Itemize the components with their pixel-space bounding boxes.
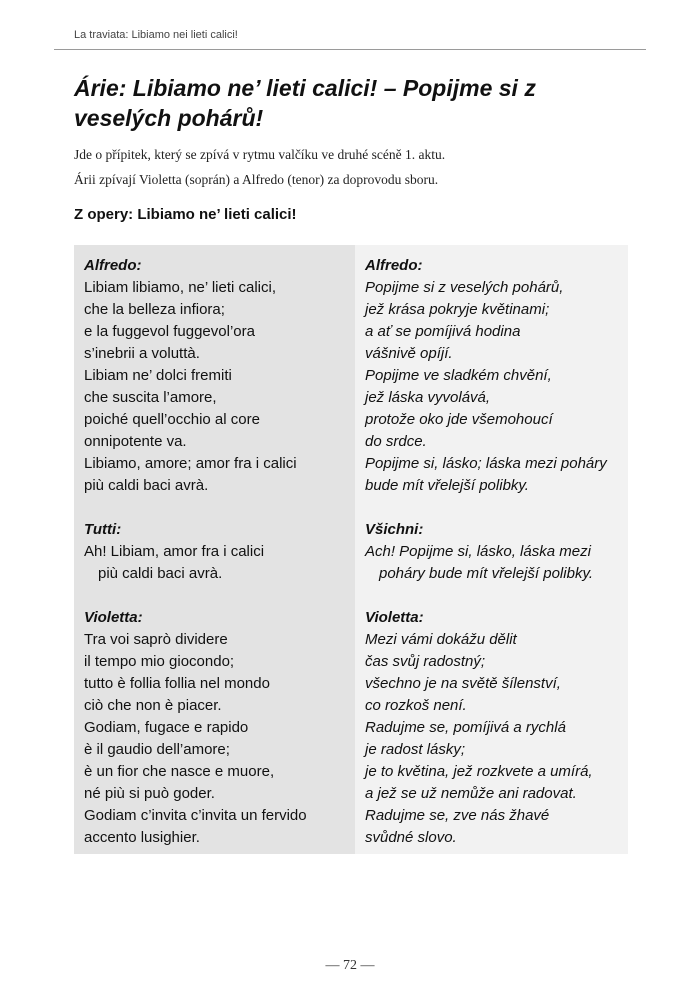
intro-text bbox=[74, 142, 634, 192]
verse-line: čas svůj radostný; bbox=[365, 653, 486, 670]
italian-stanza bbox=[84, 255, 345, 497]
verse-line: s’inebrii a voluttà. bbox=[84, 345, 200, 362]
intro-line: Árii zpívají Violetta (soprán) a Alfredo (tenor) za doprovodu sboru. bbox=[74, 172, 439, 187]
running-header: La traviata: Libiamo nei lieti calici! bbox=[74, 29, 238, 41]
speaker-label: Violetta: bbox=[365, 609, 424, 626]
verse-line: jež láska vyvolává, bbox=[365, 389, 491, 406]
verse-line: accento lusighier. bbox=[84, 829, 200, 846]
verse-line: Popijme ve sladkém chvění, bbox=[365, 367, 552, 384]
verse-line: che suscita l’amore, bbox=[84, 389, 217, 406]
verse-line: bude mít vřelejší polibky. bbox=[365, 477, 529, 494]
verse-line: Tra voi saprò dividere bbox=[84, 631, 228, 648]
speaker-label: Alfredo: bbox=[365, 257, 423, 274]
verse-table bbox=[74, 245, 628, 854]
verse-line: je to květina, jež rozkvete a umírá, bbox=[365, 763, 593, 780]
verse-line: più caldi baci avrà. bbox=[98, 565, 223, 582]
verse-line: jež krása pokryje květinami; bbox=[365, 301, 550, 318]
verse-line: tutto è follia follia nel mondo bbox=[84, 675, 270, 692]
verse-line: ciò che non è piacer. bbox=[84, 697, 222, 714]
verse-line: vášnivě opíjí. bbox=[365, 345, 453, 362]
italian-column bbox=[74, 245, 355, 854]
section-subtitle: Z opery: Libiamo ne’ lieti calici! bbox=[74, 206, 297, 223]
verse-line: è un fior che nasce e muore, bbox=[84, 763, 275, 780]
verse-line: Ah! Libiam, amor fra i calici bbox=[84, 543, 265, 560]
czech-stanza bbox=[365, 607, 618, 849]
italian-stanza bbox=[84, 607, 345, 849]
speaker-label: Tutti: bbox=[84, 521, 122, 538]
verse-line: poháry bude mít vřelejší polibky. bbox=[379, 565, 593, 582]
speaker-label: Alfredo: bbox=[84, 257, 142, 274]
verse-line: Godiam, fugace e rapido bbox=[84, 719, 249, 736]
verse-line: onnipotente va. bbox=[84, 433, 187, 450]
verse-line: Libiam ne’ dolci fremiti bbox=[84, 367, 232, 384]
verse-line: všechno je na světě šílenství, bbox=[365, 675, 561, 692]
verse-line: protože oko jde všemohoucí bbox=[365, 411, 553, 428]
verse-line: Mezi vámi dokážu dělit bbox=[365, 631, 517, 648]
intro-line: Jde o přípitek, který se zpívá v rytmu valčíku ve druhé scéně 1. aktu. bbox=[74, 147, 446, 162]
verse-line: Godiam c’invita c’invita un fervido bbox=[84, 807, 307, 824]
verse-line: je radost lásky; bbox=[365, 741, 466, 758]
verse-line: e la fuggevol fuggevol’ora bbox=[84, 323, 255, 340]
verse-line: Popijme si z veselých pohárů, bbox=[365, 279, 564, 296]
speaker-label: Všichni: bbox=[365, 521, 424, 538]
czech-stanza bbox=[365, 519, 618, 585]
page-number: — 72 — bbox=[325, 958, 375, 973]
verse-line: a ať se pomíjivá hodina bbox=[365, 323, 521, 340]
verse-line: Libiam libiamo, ne’ lieti calici, bbox=[84, 279, 277, 296]
verse-line: Libiamo, amore; amor fra i calici bbox=[84, 455, 297, 472]
page-title: Árie: Libiamo ne’ lieti calici! – Popijme si z veselých pohárů! bbox=[74, 75, 536, 131]
verse-line: Radujme se, zve nás žhavé bbox=[365, 807, 550, 824]
verse-line: do srdce. bbox=[365, 433, 427, 450]
header-rule bbox=[54, 49, 646, 50]
verse-line: svůdné slovo. bbox=[365, 829, 457, 846]
verse-line: Ach! Popijme si, lásko, láska mezi bbox=[365, 543, 591, 560]
verse-line: è il gaudio dell’amore; bbox=[84, 741, 230, 758]
verse-line: poiché quell’occhio al core bbox=[84, 411, 260, 428]
verse-line: più caldi baci avrà. bbox=[84, 477, 209, 494]
verse-line: Radujme se, pomíjivá a rychlá bbox=[365, 719, 566, 736]
verse-line: co rozkoš není. bbox=[365, 697, 467, 714]
czech-stanza bbox=[365, 255, 618, 497]
verse-line: né più si può goder. bbox=[84, 785, 215, 802]
czech-column bbox=[355, 245, 628, 854]
verse-line: Popijme si, lásko; láska mezi poháry bbox=[365, 455, 607, 472]
speaker-label: Violetta: bbox=[84, 609, 143, 626]
verse-line: che la belleza infiora; bbox=[84, 301, 225, 318]
italian-stanza bbox=[84, 519, 345, 585]
verse-line: a jež se už nemůže ani radovat. bbox=[365, 785, 577, 802]
verse-line: il tempo mio giocondo; bbox=[84, 653, 235, 670]
